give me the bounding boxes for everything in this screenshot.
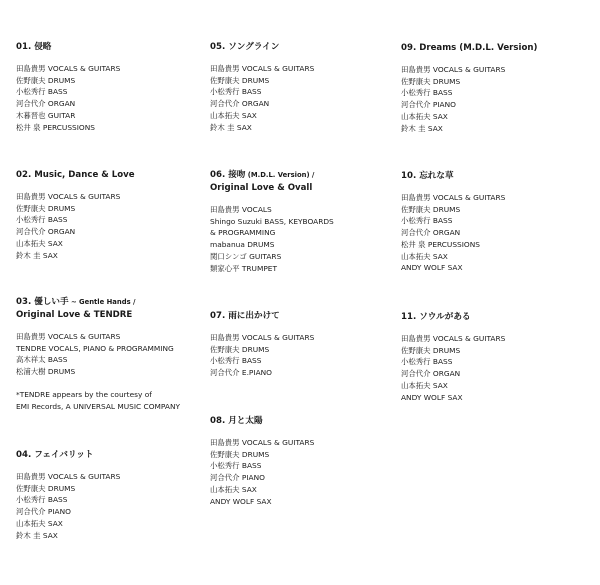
courtesy-note: *TENDRE appears by the courtesy of — [16, 389, 152, 399]
credit-line: 河合代介 ORGAN — [16, 99, 76, 109]
credit-line: 佐野康夫 DRUMS — [401, 204, 461, 214]
credit-line: 河合代介 ORGAN — [210, 99, 270, 109]
credit-line: 山本拓夫 SAX — [210, 110, 257, 120]
credit-line: 佐野康夫 DRUMS — [16, 203, 76, 213]
credit-line: TENDRE VOCALS, PIANO & PROGRAMMING — [16, 343, 174, 353]
track-title: 11. ソウルがある — [401, 312, 471, 322]
track-01 — [16, 42, 206, 133]
credit-line: 佐野康夫 DRUMS — [16, 75, 76, 85]
credit-line: 佐野康夫 DRUMS — [210, 75, 270, 85]
track-title: 01. 侵略 — [16, 42, 52, 52]
track-title-line2: Original Love & Ovall — [210, 183, 313, 193]
credit-line: 田島貴男 VOCALS & GUITARS — [401, 334, 506, 343]
credit-line: 小松秀行 BASS — [210, 356, 262, 366]
track-02 — [16, 170, 206, 261]
track-title — [16, 297, 206, 308]
credit-line: 鈴木 圭 SAX — [16, 250, 58, 260]
credit-line: 松井 泉 PERCUSSIONS — [401, 239, 480, 249]
credit-line: 松井 泉 PERCUSSIONS — [16, 122, 95, 132]
credit-line: 山本拓夫 SAX — [16, 518, 63, 528]
track-title: 05. ソングライン — [210, 42, 280, 52]
credit-line: 河合代介 E.PIANO — [210, 368, 272, 378]
track-title: 08. 月と太陽 — [210, 416, 263, 426]
credit-line: 松浦大樹 DRUMS — [16, 367, 76, 377]
credit-line: ANDY WOLF SAX — [401, 392, 463, 402]
credit-line: 田島貴男 VOCALS & GUITARS — [401, 65, 506, 74]
credit-line: 佐野康夫 DRUMS — [210, 449, 270, 459]
track-title: 02. Music, Dance & Love — [16, 170, 135, 180]
credit-line: 佐野康夫 DRUMS — [210, 344, 270, 354]
credit-line: 河合代介 PIANO — [210, 473, 265, 483]
credit-line: 佐野康夫 DRUMS — [401, 76, 461, 86]
track-title-main: 03. 優しい手 — [16, 297, 69, 307]
credit-line: 河合代介 ORGAN — [401, 228, 461, 238]
credit-line: 田島貴男 VOCALS & GUITARS — [210, 64, 315, 73]
credit-line: 河合代介 PIANO — [16, 507, 71, 517]
track-06 — [210, 170, 400, 274]
credit-line: 小松秀行 BASS — [210, 87, 262, 97]
credit-line: 小松秀行 BASS — [401, 357, 453, 367]
track-10 — [401, 171, 591, 274]
credit-line: 高木祥太 BASS — [16, 355, 68, 365]
track-04 — [16, 450, 206, 541]
track-title: 09. Dreams (M.D.L. Version) — [401, 43, 538, 53]
credit-line: 山本拓夫 SAX — [401, 251, 448, 261]
credit-line: 佐野康夫 DRUMS — [401, 345, 461, 355]
credit-line: 田島貴男 VOCALS & GUITARS — [16, 192, 121, 201]
track-07 — [210, 311, 400, 379]
credit-line: 鈴木 圭 SAX — [16, 530, 58, 540]
credit-line: 小松秀行 BASS — [16, 215, 68, 225]
credit-line: 木暮晋也 GUITAR — [16, 110, 76, 120]
track-08 — [210, 416, 400, 507]
credit-line: 小松秀行 BASS — [16, 495, 68, 505]
credit-line: 鈴木 圭 SAX — [210, 122, 252, 132]
credit-line: 関口シンゴ GUITARS — [210, 251, 282, 261]
credit-line: 類家心平 TRUMPET — [210, 263, 277, 273]
credit-line: mabanua DRUMS — [210, 240, 275, 250]
credit-line: 小松秀行 BASS — [16, 87, 68, 97]
credit-line: ANDY WOLF SAX — [210, 496, 272, 506]
track-title — [210, 170, 400, 181]
track-11 — [401, 312, 591, 403]
credit-line: 佐野康夫 DRUMS — [16, 483, 76, 493]
credit-line: 田島貴男 VOCALS — [210, 205, 272, 214]
credit-line: 田島貴男 VOCALS & GUITARS — [16, 472, 121, 481]
credit-line: 田島貴男 VOCALS & GUITARS — [210, 333, 315, 342]
track-title-main: 06. 接吻 — [210, 170, 246, 180]
credit-line: 河合代介 ORGAN — [401, 369, 461, 379]
credit-line: 田島貴男 VOCALS & GUITARS — [401, 193, 506, 202]
credit-line: 山本拓夫 SAX — [16, 238, 63, 248]
track-05 — [210, 42, 400, 133]
credit-line: 小松秀行 BASS — [401, 216, 453, 226]
courtesy-note: EMI Records, A UNIVERSAL MUSIC COMPANY — [16, 401, 180, 411]
credit-line: 小松秀行 BASS — [401, 88, 453, 98]
track-title: 10. 忘れな草 — [401, 171, 454, 181]
credit-line: 山本拓夫 SAX — [210, 484, 257, 494]
credit-line: 鈴木 圭 SAX — [401, 123, 443, 133]
credit-line: 山本拓夫 SAX — [401, 111, 448, 121]
track-09 — [401, 43, 591, 134]
track-03 — [16, 297, 206, 412]
credit-line: 山本拓夫 SAX — [401, 380, 448, 390]
credit-line: Shingo Suzuki BASS, KEYBOARDS — [210, 216, 334, 226]
credit-line: 河合代介 PIANO — [401, 100, 456, 110]
track-title-suffix: ~ Gentle Hands / — [68, 298, 136, 306]
track-title: 04. フェイバリット — [16, 450, 94, 460]
credit-line: 小松秀行 BASS — [210, 461, 262, 471]
credit-line: 田島貴男 VOCALS & GUITARS — [16, 332, 121, 341]
credit-line: 河合代介 ORGAN — [16, 227, 76, 237]
credit-line: 田島貴男 VOCALS & GUITARS — [210, 438, 315, 447]
track-title: 07. 雨に出かけて — [210, 311, 280, 321]
track-title-suffix: (M.D.L. Version) / — [245, 171, 315, 179]
credit-line: & PROGRAMMING — [210, 228, 276, 238]
credit-line: 田島貴男 VOCALS & GUITARS — [16, 64, 121, 73]
track-title-line2: Original Love & TENDRE — [16, 310, 133, 320]
credit-line: ANDY WOLF SAX — [401, 263, 463, 273]
